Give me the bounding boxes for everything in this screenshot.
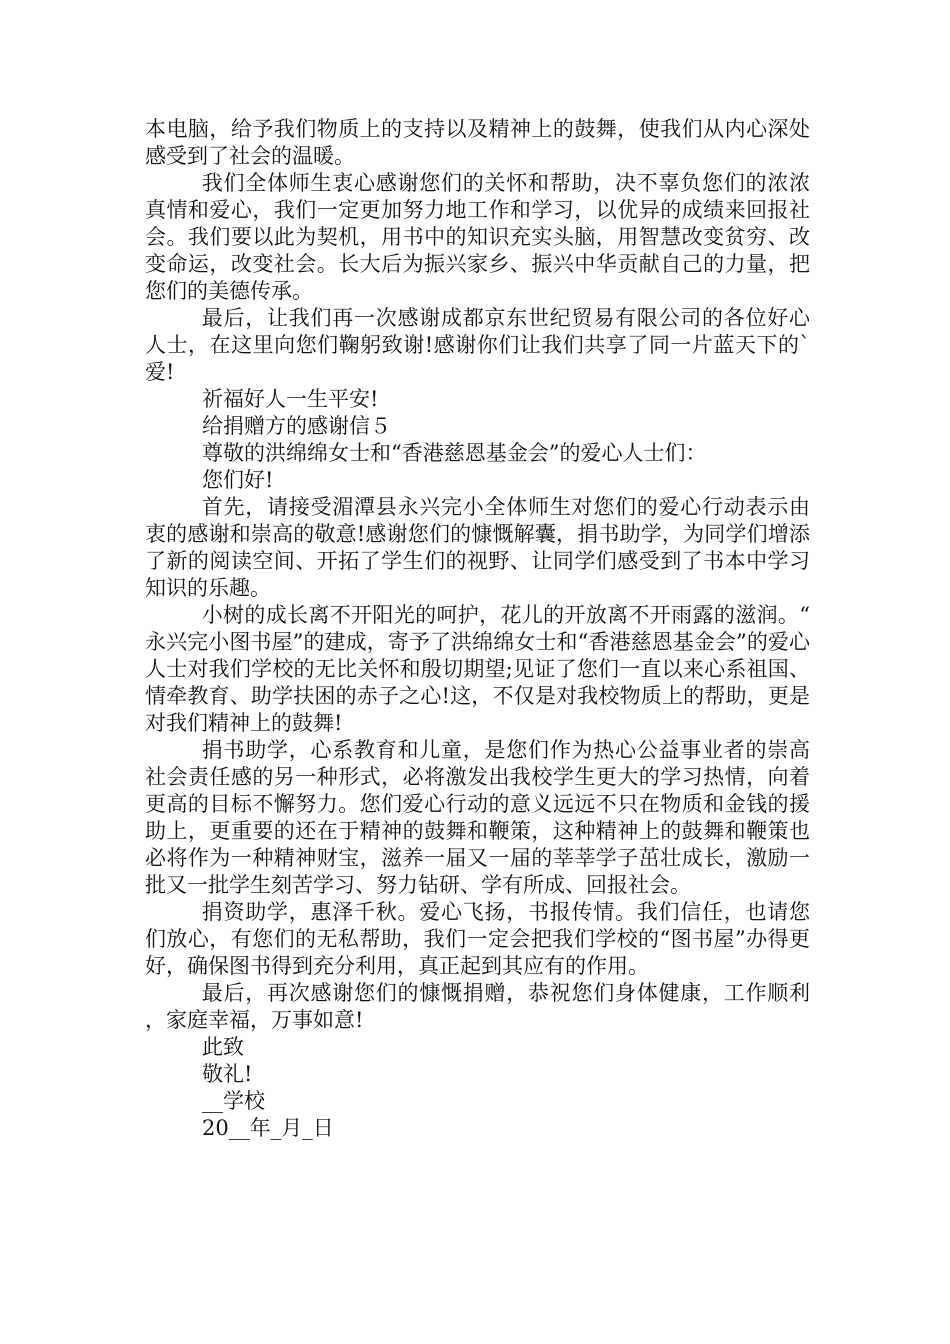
blessing-line: 祈福好人一生平安! — [202, 387, 379, 411]
letter-body — [145, 116, 810, 1142]
paragraph-continuation: 本电脑，给予我们物质上的支持以及精神上的鼓舞，使我们从内心深处感受到了社会的温暖。 — [145, 117, 810, 168]
signature-school: __学校 — [202, 1089, 265, 1113]
signature-date: 20__年_月_日 — [202, 1116, 334, 1140]
paragraph-final-thanks: 最后，再次感谢您们的慷慨捐赠，恭祝您们身体健康，工作顺利，家庭幸福，万事如意! — [145, 981, 810, 1032]
paragraph-library: 小树的成长离不开阳光的呵护，花儿的开放离不开雨露的滋润。“永兴完小图书屋”的建成，寄予了洪绵绵女士和“香港慈恩基金会”的爱心人士对我们学校的无比关怀和殷切期望;见证了您们一直以来心系祖国、情牵教育、助学扶困的赤子之心!这，不仅是对我校物质上的帮助，更是对我们精神上的鼓舞! — [145, 603, 810, 735]
paragraph-closing-thanks: 最后，让我们再一次感谢成都京东世纪贸易有限公司的各位好心人士，在这里向您们鞠躬致谢!感谢你们让我们共享了同一片蓝天下的`爱! — [145, 306, 810, 384]
paragraph-promise: 捐资助学，惠泽千秋。爱心飞扬，书报传情。我们信任，也请您们放心，有您们的无私帮助，我们一定会把我们学校的“图书屋”办得更好，确保图书得到充分利用，真正起到其应有的作用。 — [145, 900, 810, 978]
greeting: 您们好! — [202, 468, 274, 492]
paragraph-first: 首先，请接受湄潭县永兴完小全体师生对您们的爱心行动表示由衷的感谢和崇高的敬意!感谢您们的慷慨解囊，捐书助学，为同学们增添了新的阅读空间、开拓了学生们的视野、让同学们感受到了书本中学习知识的乐趣。 — [145, 495, 810, 600]
paragraph-significance: 捐书助学，心系教育和儿童，是您们作为热心公益事业者的崇高社会责任感的另一种形式，必将激发出我校学生更大的学习热情，向着更高的目标不懈努力。您们爱心行动的意义远远不只在物质和金钱的援助上，更重要的还在于精神的鼓舞和鞭策，这种精神上的鼓舞和鞭策也必将作为一种精神财宝，滋养一届又一届的莘莘学子茁壮成长，激励一批又一批学生刻苦学习、努力钻研、学有所成、回报社会。 — [145, 738, 810, 897]
paragraph-gratitude: 我们全体师生衷心感谢您们的关怀和帮助，决不辜负您们的浓浓真情和爱心，我们一定更加努力地工作和学习，以优异的成绩来回报社会。我们要以此为契机，用书中的知识充实头脑，用智慧改变贫穷、改变命运，改变社会。长大后为振兴家乡、振兴中华贡献自己的力量，把您们的美德传承。 — [145, 171, 810, 303]
closing-jingli: 敬礼! — [202, 1062, 253, 1086]
closing-cizhi: 此致 — [202, 1035, 244, 1059]
salutation: 尊敬的洪绵绵女士和“香港慈恩基金会”的爱心人士们： — [202, 441, 707, 465]
section-heading: 给捐赠方的感谢信５ — [202, 414, 391, 438]
